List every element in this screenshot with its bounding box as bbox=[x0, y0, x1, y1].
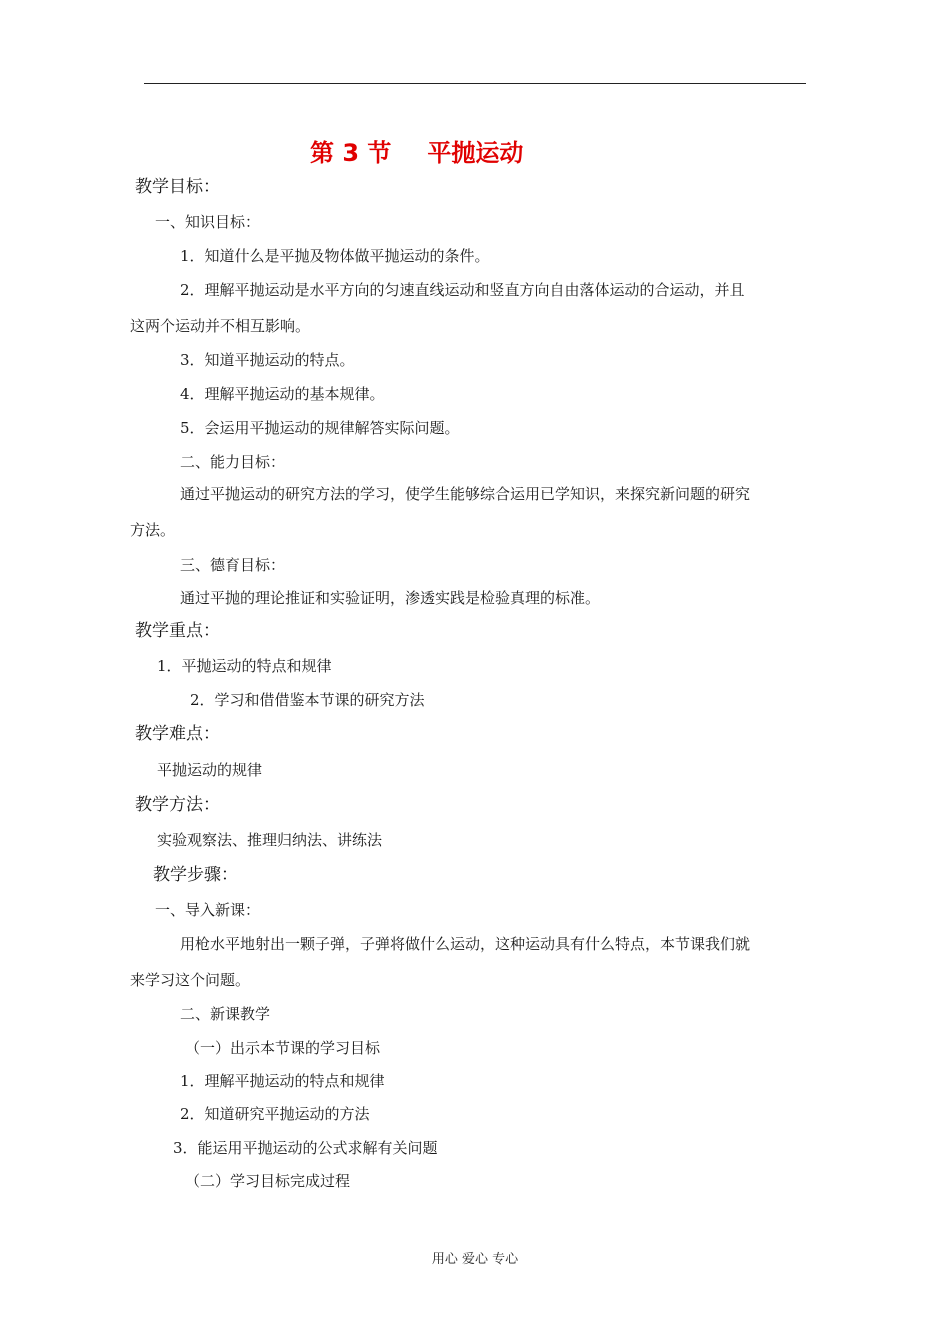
goal-item: 4．理解平抛运动的基本规律。 bbox=[180, 385, 385, 403]
subheading-knowledge-goals: 一、知识目标： bbox=[155, 213, 261, 231]
section-title bbox=[310, 133, 523, 168]
subheading-introduction: 一、导入新课： bbox=[155, 901, 261, 919]
heading-teaching-steps: 教学步骤： bbox=[153, 865, 238, 885]
subsection-learning-goals: （一）出示本节课的学习目标 bbox=[185, 1039, 381, 1057]
heading-difficulties: 教学难点： bbox=[135, 724, 220, 744]
learning-goal-item: 2．知道研究平抛运动的方法 bbox=[180, 1105, 370, 1123]
goal-item: 2．理解平抛运动是水平方向的匀速直线运动和竖直方向自由落体运动的合运动，并且 bbox=[180, 281, 745, 299]
learning-goal-item: 3．能运用平抛运动的公式求解有关问题 bbox=[173, 1139, 438, 1157]
goal-item: 1．知道什么是平抛及物体做平抛运动的条件。 bbox=[180, 247, 490, 265]
goal-item: 5．会运用平抛运动的规律解答实际问题。 bbox=[180, 419, 460, 437]
heading-teaching-goals: 教学目标： bbox=[135, 177, 220, 197]
section-number: 第 3 节 bbox=[310, 139, 392, 167]
goal-item: 3．知道平抛运动的特点。 bbox=[180, 351, 355, 369]
heading-methods: 教学方法： bbox=[135, 795, 220, 815]
subheading-moral-goals: 三、德育目标： bbox=[180, 556, 286, 574]
learning-goal-item: 1．理解平抛运动的特点和规律 bbox=[180, 1072, 385, 1090]
ability-goal-text-continued: 方法。 bbox=[130, 521, 176, 539]
subheading-ability-goals: 二、能力目标： bbox=[180, 453, 286, 471]
key-point-item: 2．学习和借借鉴本节课的研究方法 bbox=[190, 691, 425, 709]
heading-key-points: 教学重点： bbox=[135, 621, 220, 641]
difficulty-text: 平抛运动的规律 bbox=[157, 761, 263, 779]
subheading-new-lesson: 二、新课教学 bbox=[180, 1005, 271, 1023]
section-name: 平抛运动 bbox=[427, 139, 524, 167]
introduction-text: 用枪水平地射出一颗子弹，子弹将做什么运动，这种运动具有什么特点，本节课我们就 bbox=[180, 935, 751, 953]
header-rule bbox=[144, 83, 806, 84]
subsection-goal-process: （二）学习目标完成过程 bbox=[185, 1172, 351, 1190]
key-point-item: 1．平抛运动的特点和规律 bbox=[157, 657, 332, 675]
methods-text: 实验观察法、推理归纳法、讲练法 bbox=[157, 831, 383, 849]
page-footer: 用心 爱心 专心 bbox=[431, 1252, 519, 1267]
goal-item-continued: 这两个运动并不相互影响。 bbox=[130, 317, 311, 335]
introduction-text-continued: 来学习这个问题。 bbox=[130, 971, 251, 989]
ability-goal-text: 通过平抛运动的研究方法的学习，使学生能够综合运用已学知识，来探究新问题的研究 bbox=[180, 485, 751, 503]
moral-goal-text: 通过平抛的理论推证和实验证明，渗透实践是检验真理的标准。 bbox=[180, 589, 601, 607]
